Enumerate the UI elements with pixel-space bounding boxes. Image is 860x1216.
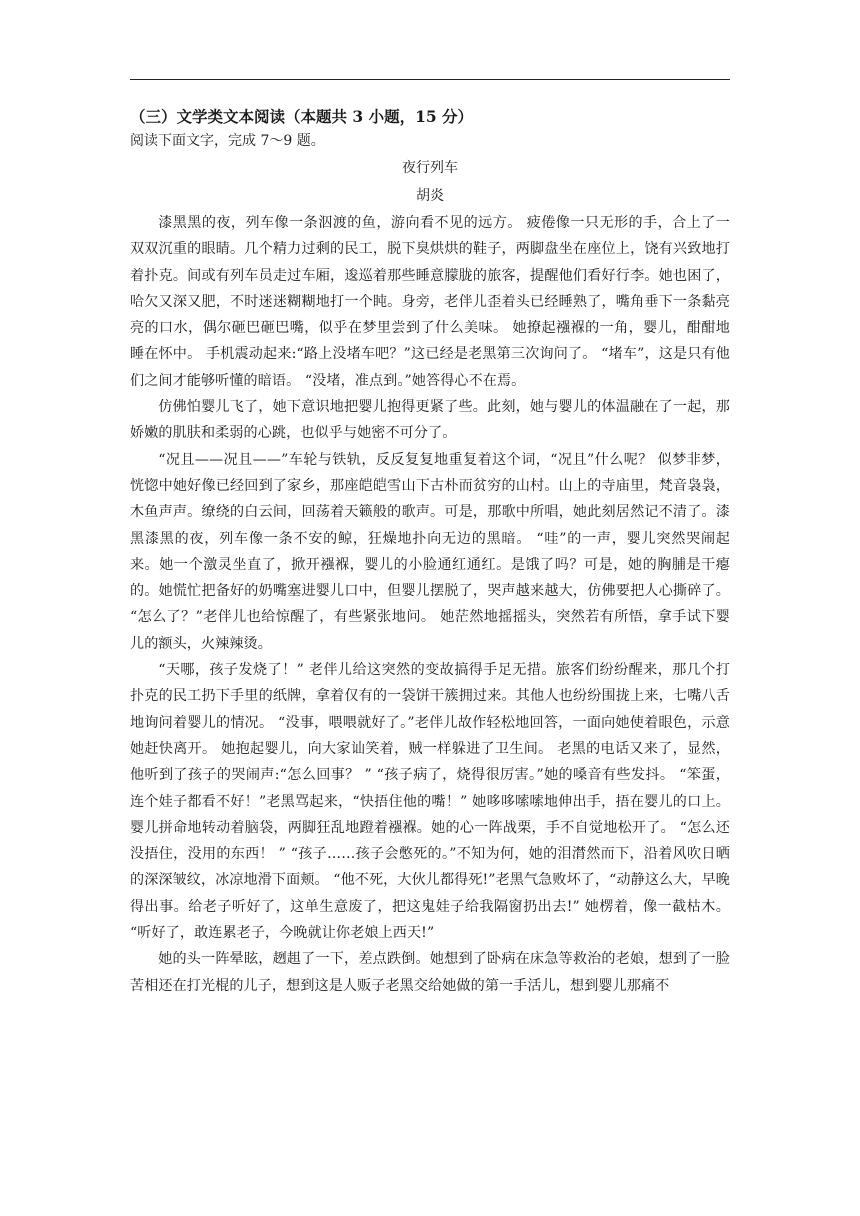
paragraph-1: 漆黑黑的夜，列车像一条泅渡的鱼，游向看不见的远方。 疲倦像一只无形的手，合上了一双双沉重的眼睛。几个精力过剩的民工，脱下臭烘烘的鞋子，两脚盘坐在座位上，饶有兴致地打着扑克。间或有列车员走过车厢，逡巡着那些睡意朦胧的旅客，提醒他们看好行李。她也困了，哈欠又深又肥，不时迷迷糊糊地打一个盹。身旁，老伴儿歪着头已经睡熟了，嘴角垂下一条黏亮亮的口水，偶尔砸巴砸巴嘴，似乎在梦里尝到了什么美味。 她撩起襁褓的一角，婴儿，酣酣地睡在怀中。 手机震动起来:“路上没堵车吧？”这已经是老黑第三次询问了。 “堵车”，这是只有他们之间才能够听懂的暗语。 “没堵，准点到。”她答得心不在焉。 <box>130 215 730 389</box>
paragraph-5: 她的头一阵晕眩，趔趄了一下，差点跌倒。她想到了卧病在床急等救治的老娘，想到了一脸苦相还在打光棍的儿子，想到这是人贩子老黑交给她做的第一手活儿，想到婴儿那痛不 <box>130 951 730 994</box>
reading-instruction: 阅读下面文字，完成 7～9 题。 <box>130 133 325 149</box>
paragraph-4: “天哪，孩子发烧了！” 老伴儿给这突然的变故搞得手足无措。旅客们纷纷醒来，那几个打扑克的民工扔下手里的纸牌，拿着仅有的一袋饼干簇拥过来。其他人也纷纷围拢上来，七嘴八舌地询问着婴儿的情况。 “没事，喂喂就好了。”老伴儿故作轻松地回答，一面向她使着眼色，示意她赶快离开。 她抱起婴儿，向大家讪笑着，贼一样躲进了卫生间。 老黑的电话又来了，显然，他听到了孩子的哭闹声:“怎么回事？ ” “孩子病了，烧得很厉害。”她的嗓音有些发抖。 “笨蛋，连个娃子都看不好！”老黑骂起来，“快捂住他的嘴！” 她哆哆嗦嗦地伸出手，捂在婴儿的口上。婴儿拼命地转动着脑袋，两脚狂乱地蹬着襁褓。她的心一阵战栗，手不自觉地松开了。 “怎么还没捂住，没用的东西！ ” “孩子……孩子会憋死的。”不知为何，她的泪潸然而下，沿着风吹日晒的深深皱纹，冰凉地滑下面颊。 “他不死，大伙儿都得死!”老黑气急败坏了，“动静这么大，早晚得出事。给老子听好了，这单生意废了，把这鬼娃子给我隔窗扔出去!” 她楞着，像一截枯木。 “听好了，敢连累老子，今晚就让你老娘上西天!” <box>130 662 731 942</box>
paragraph-3: “况且——况且——”车轮与铁轨，反反复复地重复着这个词，“况且”什么呢？ 似梦非梦，恍惚中她好像已经回到了家乡，那座皑皑雪山下古朴而贫穷的山村。山上的寺庙里，梵音袅袅，木鱼声声。缭绕的白云间，回荡着天籁般的歌声。可是，那歌中所唱，她此刻居然记不清了。漆黑漆黑的夜，列车像一条不安的鲸，狂燥地扑向无边的黑暗。 “哇”的一声，婴儿突然哭闹起来。她一个激灵坐直了，掀开襁褓，婴儿的小脸通红通红。是饿了吗？可是，她的胸脯是干瘪的。她慌忙把备好的奶嘴塞进婴儿口中，但婴儿摆脱了，哭声越来越大，仿佛要把人心撕碎了。 “怎么了？”老伴儿也给惊醒了，有些紧张地问。 她茫然地摇摇头，突然若有所悟，拿手试下婴儿的额头，火辣辣烫。 <box>130 451 730 652</box>
story-title: 夜行列车 <box>402 160 458 176</box>
document-body <box>130 106 730 999</box>
section-title: （三）文学类文本阅读（本题共 3 小题，15 分） <box>130 107 474 126</box>
header-rule <box>130 79 730 80</box>
story-author: 胡炎 <box>416 188 444 204</box>
paragraph-2: 仿佛怕婴儿飞了，她下意识地把婴儿抱得更紧了些。此刻，她与婴儿的体温融在了一起，那娇嫩的肌肤和柔弱的心跳，也似乎与她密不可分了。 <box>130 399 730 442</box>
